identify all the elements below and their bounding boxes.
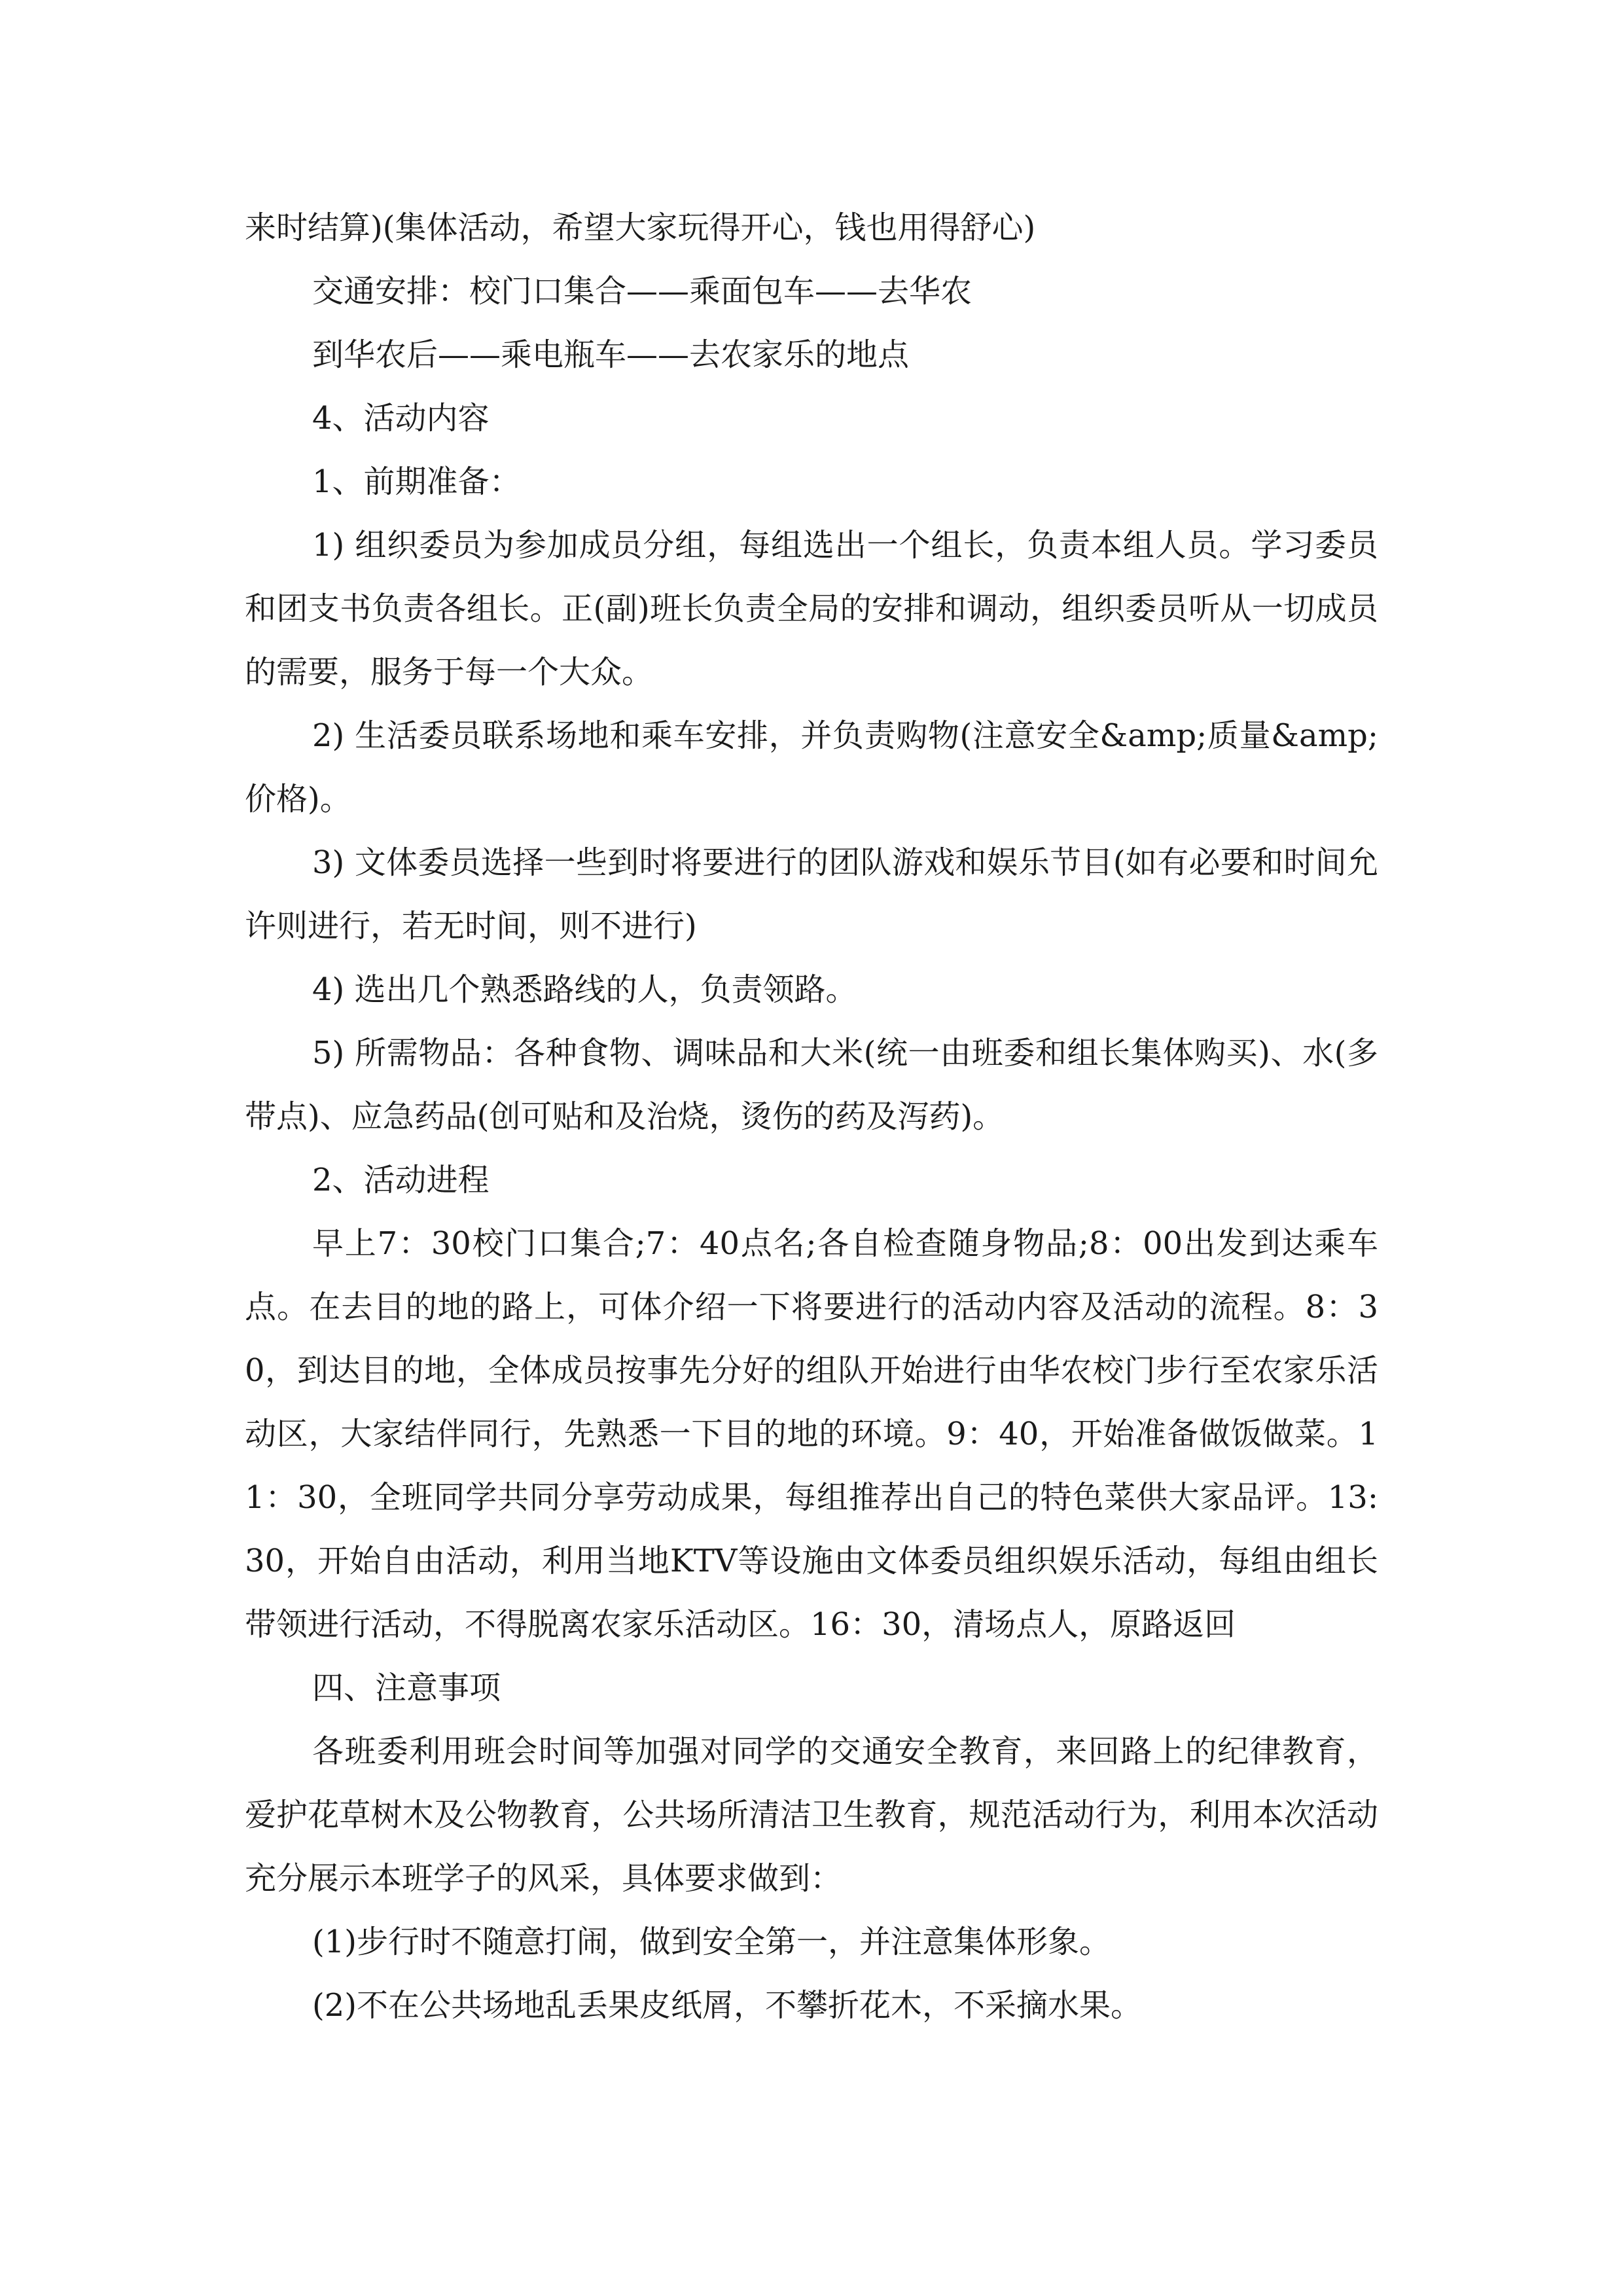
paragraph: 到华农后——乘电瓶车——去农家乐的地点: [312, 336, 910, 373]
section-heading: 四、注意事项: [312, 1670, 501, 1706]
list-item: 5) 所需物品：各种食物、调味品和大米(统一由班委和组长集体购买)、水(多带点)、应急药品(创可贴和及治烧，烫伤的药及泻药)。: [245, 1035, 1378, 1135]
paragraph: 各班委利用班会时间等加强对同学的交通安全教育，来回路上的纪律教育，爱护花草树木及公物教育，公共场所清洁卫生教育，规范活动行为，利用本次活动充分展示本班学子的风采，具体要求做到：: [245, 1733, 1378, 1897]
list-item: 4) 选出几个熟悉路线的人，负责领路。: [312, 971, 857, 1008]
paragraph: 早上7：30校门口集合;7：40点名;各自检查随身物品;8：00出发到达乘车点。在去目的地的路上，可体介绍一下将要进行的活动内容及活动的流程。8：30，到达目的地，全体成员按事先分好的组队开始进行由华农校门步行至农家乐活动区，大家结伴同行，先熟悉一下目的地的环境。9：40，开始准备做饭做菜。11：30，全班同学共同分享劳动成果，每组推荐出自己的特色菜供大家品评。13:30，开始自由活动，利用当地KTV等设施由文体委员组织娱乐活动，每组由组长带领进行活动，不得脱离农家乐活动区。16：30，清场点人，原路返回: [245, 1225, 1378, 1643]
list-item: 2) 生活委员联系场地和乘车安排，并负责购物(注意安全&amp;质量&amp;价格)。: [245, 717, 1378, 817]
section-heading: 2、活动进程: [312, 1162, 490, 1198]
paragraph: 交通安排：校门口集合——乘面包车——去华农: [312, 273, 972, 310]
list-item: 1) 组织委员为参加成员分组，每组选出一个组长，负责本组人员。学习委员和团支书负责各组长。正(副)班长负责全局的安排和调动，组织委员听从一切成员的需要，服务于每一个大众。: [245, 527, 1378, 691]
list-item: (1)步行时不随意打闹，做到安全第一，并注意集体形象。: [312, 1924, 1111, 1960]
section-heading: 4、活动内容: [312, 400, 490, 437]
list-item: (2)不在公共场地乱丢果皮纸屑，不攀折花木，不采摘水果。: [312, 1987, 1142, 2024]
section-heading: 1、前期准备：: [312, 463, 521, 500]
list-item: 3) 文体委员选择一些到时将要进行的团队游戏和娱乐节目(如有必要和时间允许则进行，若无时间，则不进行): [245, 844, 1378, 944]
document-body: [245, 196, 1378, 2037]
paragraph: 来时结算)(集体活动，希望大家玩得开心，钱也用得舒心): [245, 209, 1036, 246]
